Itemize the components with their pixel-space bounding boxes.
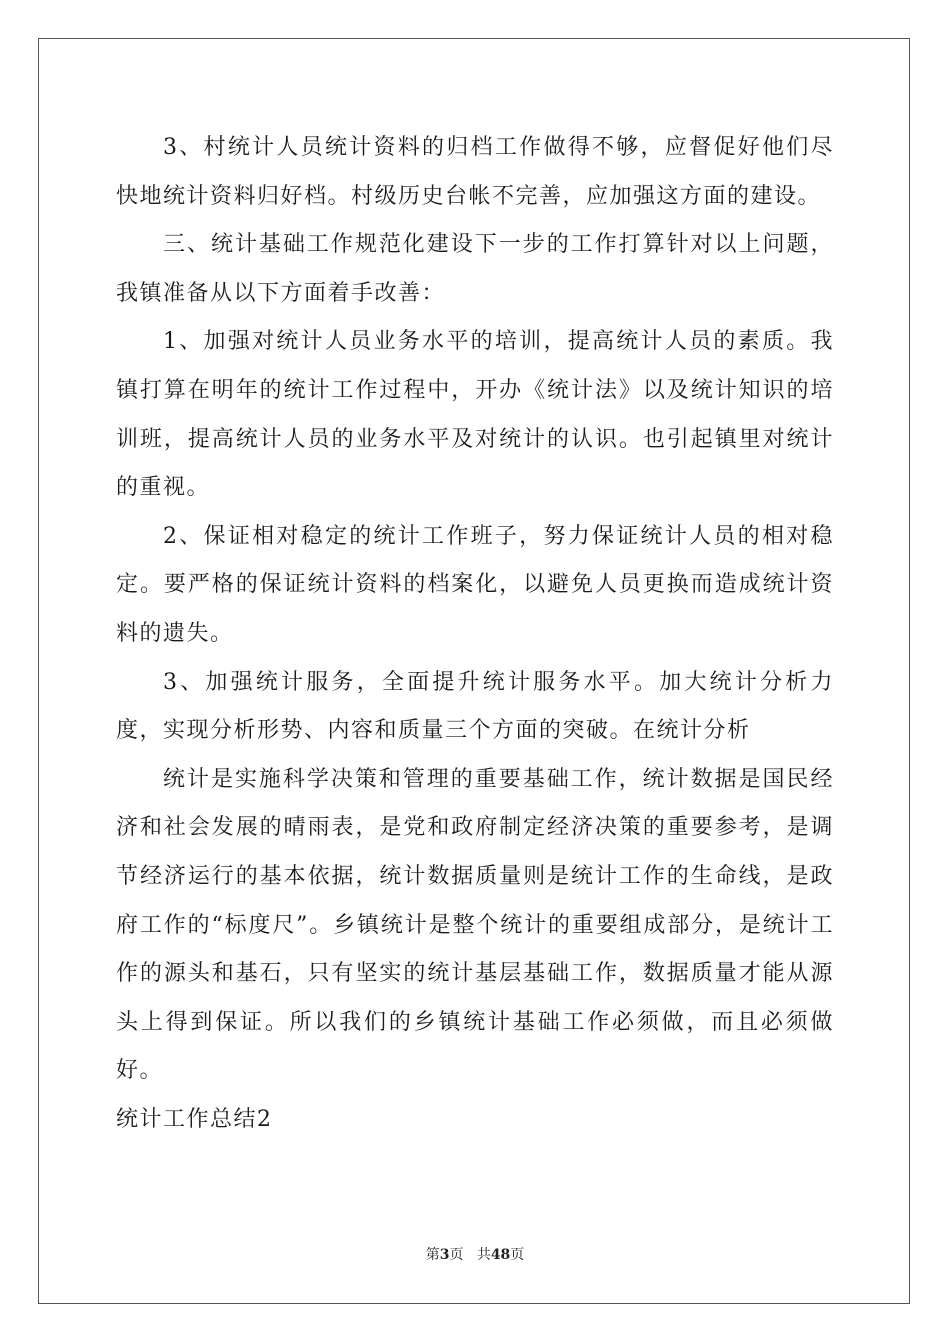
footer-page-suffix: 页 [449, 1247, 464, 1263]
paragraph-1: 3、村统计人员统计资料的归档工作做得不够，应督促好他们尽快地统计资料归好档。村级历史台帐不完善，应加强这方面的建设。 [116, 135, 834, 209]
paragraph-2: 三、统计基础工作规范化建设下一步的工作打算针对以上问题，我镇准备从以下方面着手改善： [116, 232, 834, 306]
paragraph-4: 2、保证相对稳定的统计工作班子，努力保证统计人员的相对稳定。要严格的保证统计资料的档案化，以避免人员更换而造成统计资料的遗失。 [116, 523, 834, 646]
paragraph-5: 3、加强统计服务，全面提升统计服务水平。加大统计分析力度，实现分析形势、内容和质量三个方面的突破。在统计分析 [116, 669, 834, 744]
paragraph-3: 1、加强对统计人员业务水平的培训，提高统计人员的素质。我镇打算在明年的统计工作过程中，开办《统计法》以及统计知识的培训班，提高统计人员的业务水平及对统计的认识。也引起镇里对统计的重视。 [116, 329, 834, 501]
footer-total-prefix: 共 [476, 1247, 491, 1263]
footer-total-suffix: 页 [510, 1247, 525, 1263]
footer-page-prefix: 第 [425, 1247, 440, 1263]
page-footer [0, 1244, 950, 1264]
footer-total-pages: 48 [490, 1247, 511, 1263]
document-body [116, 124, 834, 1144]
paragraph-6: 统计是实施科学决策和管理的重要基础工作，统计数据是国民经济和社会发展的晴雨表，是党和政府制定经济决策的重要参考，是调节经济运行的基本依据，统计数据质量则是统计工作的生命线，是政府工作的“标度尺”。乡镇统计是整个统计的重要组成部分，是统计工作的源头和基石，只有坚实的统计基层基础工作，数据质量才能从源头上得到保证。所以我们的乡镇统计基础工作必须做，而且必须做好。 [116, 766, 834, 1084]
section-heading: 统计工作总结2 [116, 1106, 273, 1132]
footer-page-number: 3 [439, 1247, 450, 1263]
